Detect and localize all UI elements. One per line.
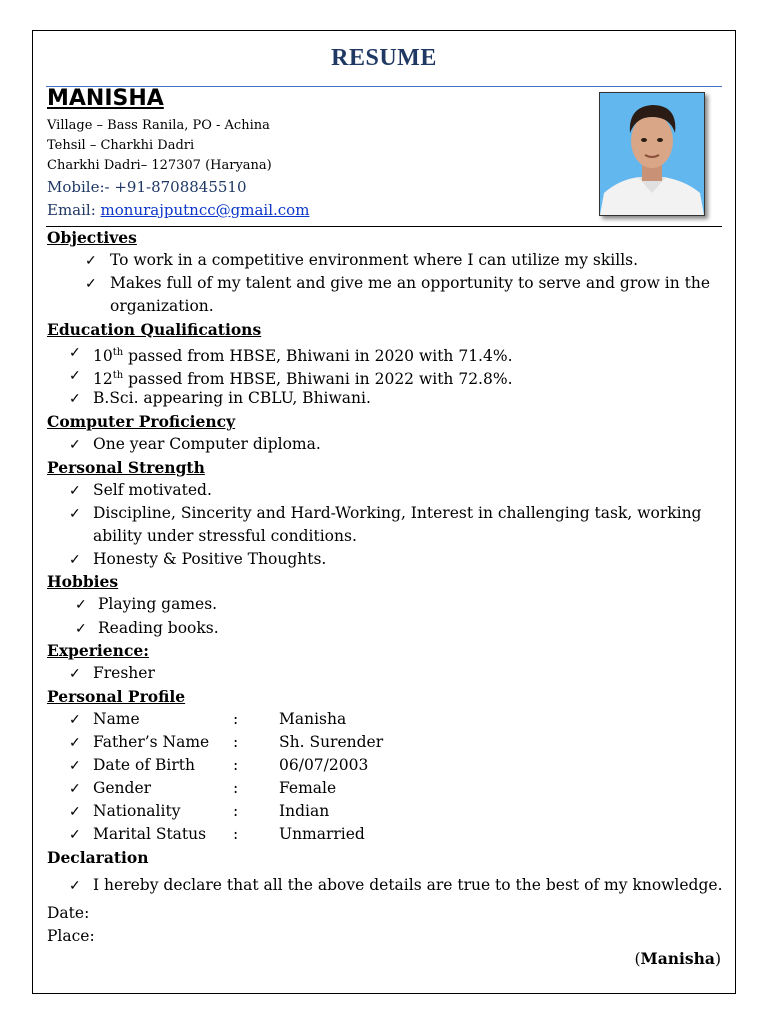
date-label: Date: [47,904,90,922]
strength-item-1: Self motivated. [93,481,212,499]
profile-label-nationality: Nationality [93,802,181,820]
check-icon: ✓ [69,552,81,568]
profile-value-marital: Unmarried [279,825,365,843]
profile-label-gender: Gender [93,779,152,797]
profile-value-father: Sh. Surender [279,733,384,751]
check-icon: ✓ [69,506,81,522]
check-icon: ✓ [69,758,81,774]
profile-separator: : [233,779,239,797]
email-label: Email: [47,201,101,219]
experience-item-1: Fresher [93,664,155,682]
hobby-item-2: Reading books. [98,619,219,637]
education-item-2: 12th passed from HBSE, Bhiwani in 2022 with 72.8%. [93,370,513,389]
education-item-3: B.Sci. appearing in CBLU, Bhiwani. [93,389,371,407]
profile-value-nationality: Indian [279,802,330,820]
address-line-2: Tehsil – Charkhi Dadri [47,138,195,153]
education-item-1: 10th passed from HBSE, Bhiwani in 2020 with 71.4%. [93,347,513,366]
strength-item-2-cont: ability under stressful conditions. [93,527,357,545]
check-icon: ✓ [69,437,81,453]
check-icon: ✓ [69,712,81,728]
strength-heading: Personal Strength [47,458,205,477]
place-label: Place: [47,927,95,945]
email-line [47,201,309,219]
strength-item-3: Honesty & Positive Thoughts. [93,550,327,568]
profile-photo [599,92,705,216]
check-icon: ✓ [69,666,81,682]
mobile-number: Mobile:- +91-8708845510 [47,178,247,196]
computer-heading: Computer Proficiency [47,412,236,431]
profile-separator: : [233,802,239,820]
declaration-text: I hereby declare that all the above details are true to the best of my knowledge. [93,876,723,894]
check-icon: ✓ [69,781,81,797]
computer-item-1: One year Computer diploma. [93,435,321,453]
objective-item-2: Makes full of my talent and give me an opportunity to serve and grow in the [110,274,711,292]
header-divider [46,226,722,227]
check-icon: ✓ [69,878,81,894]
email-link[interactable]: monurajputncc@gmail.com [100,201,310,219]
check-icon: ✓ [69,391,81,407]
check-icon: ✓ [69,483,81,499]
education-heading: Education Qualifications [47,320,262,339]
profile-value-name: Manisha [279,710,347,728]
profile-label-name: Name [93,710,140,728]
hobby-item-1: Playing games. [98,595,218,613]
check-icon: ✓ [85,253,97,269]
profile-separator: : [233,825,239,843]
profile-label-dob: Date of Birth [93,756,195,774]
check-icon: ✓ [85,276,97,292]
check-icon: ✓ [75,597,87,613]
profile-label-father: Father’s Name [93,733,210,751]
profile-separator: : [233,756,239,774]
resume-page [32,30,736,994]
objective-item-2-cont: organization. [110,297,214,315]
address-line-3: Charkhi Dadri– 127307 (Haryana) [47,158,272,173]
profile-label-marital: Marital Status [93,825,207,843]
profile-value-gender: Female [279,779,337,797]
profile-separator: : [233,710,239,728]
check-icon: ✓ [69,345,81,361]
profile-separator: : [233,733,239,751]
hobbies-heading: Hobbies [47,572,119,591]
address-line-1: Village – Bass Ranila, PO - Achina [47,118,270,133]
candidate-name: MANISHA [47,86,164,111]
declaration-heading: Declaration [47,848,149,867]
check-icon: ✓ [75,621,87,637]
check-icon: ✓ [69,735,81,751]
profile-value-dob: 06/07/2003 [279,756,369,774]
experience-heading: Experience: [47,641,149,660]
check-icon: ✓ [69,804,81,820]
profile-heading: Personal Profile [47,687,186,706]
document-title: RESUME [331,45,437,71]
check-icon: ✓ [69,827,81,843]
check-icon: ✓ [69,368,81,384]
strength-item-2: Discipline, Sincerity and Hard-Working, Interest in challenging task, working [93,504,702,522]
objectives-heading: Objectives [47,228,137,247]
signature: (Manisha) [634,949,721,968]
objective-item-1: To work in a competitive environment where I can utilize my skills. [110,251,639,269]
